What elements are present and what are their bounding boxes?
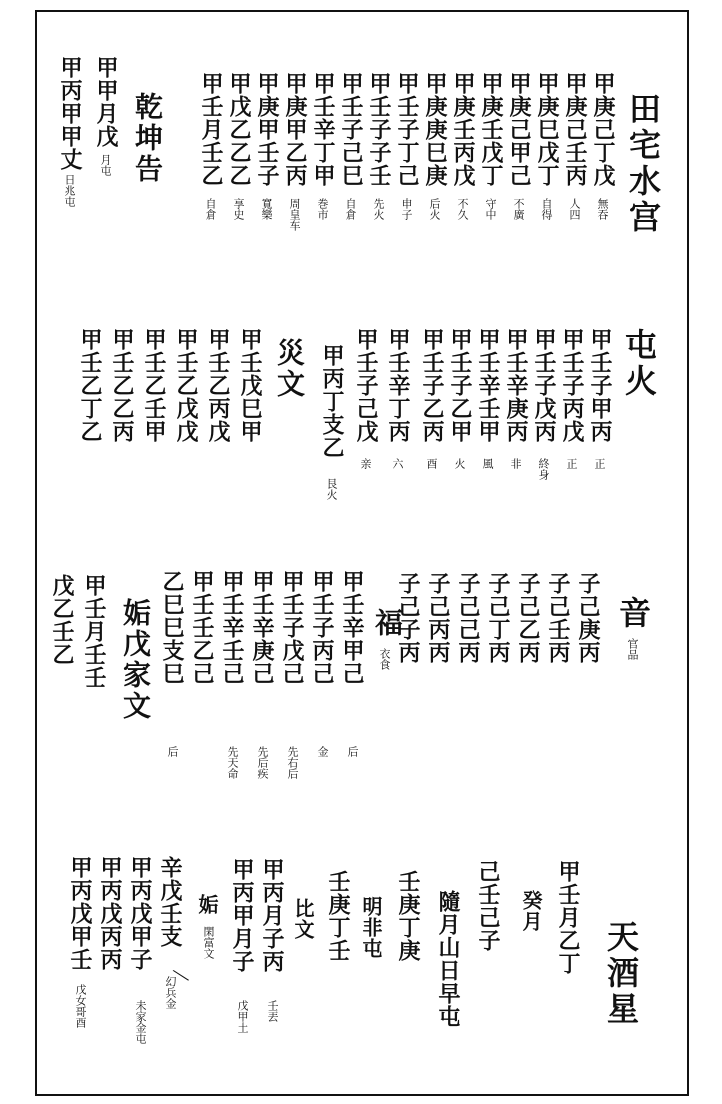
row-1: 子己庚丙 — [575, 572, 601, 664]
row-3: 己壬己子 — [475, 860, 501, 952]
row-5: 壬庚丁庚 — [395, 870, 421, 962]
row-5: 子己己丙 — [455, 572, 481, 664]
tail-row-2-note: 日兆屯 — [63, 174, 76, 207]
row-15: 甲壬月壬乙 — [198, 72, 224, 187]
row-15: 甲丙戊甲壬 — [67, 856, 93, 971]
sub-title: 姤戊家文 — [119, 598, 152, 722]
row-2-note: 正 — [565, 458, 578, 469]
col2-row-5-note: 先天命 — [226, 746, 239, 779]
tail-row-2: 甲壬乙丙戊 — [205, 328, 231, 443]
sub-title: 災文 — [273, 338, 306, 400]
row-5: 甲庚壬戊丁 — [478, 72, 504, 187]
tail-row-1: 甲壬戊巳甲 — [237, 328, 263, 443]
tail-row-5: 甲壬乙乙丙 — [109, 328, 135, 443]
col2-row-3-note: 先右后 — [286, 746, 299, 779]
row-4: 甲壬辛庚丙 — [503, 328, 529, 443]
fu-note: 衣食 — [378, 648, 391, 670]
fu-title: 福 — [371, 608, 404, 639]
section-title: 田宅水宫 — [624, 92, 662, 236]
row-9-note: 壬丟 — [266, 1000, 279, 1022]
row-6-note: 火 — [453, 458, 466, 469]
row-3: 甲庚巳戊丁 — [534, 72, 560, 187]
row-9: 甲丙月子丙 — [259, 858, 285, 973]
row-10: 甲丙甲月子 — [229, 858, 255, 973]
col2-row-4-note: 先后疾 — [256, 746, 269, 779]
col2-row-3: 甲壬子戊己 — [279, 570, 305, 685]
row-2: 甲庚己壬丙 — [562, 72, 588, 187]
row-5-note: 守中 — [484, 198, 497, 220]
section-yin — [37, 568, 687, 828]
row-12-note: 幻兵金 — [164, 976, 177, 1009]
page-frame — [35, 10, 689, 1096]
row-3-note: 終身 — [537, 458, 550, 480]
row-5-note: 風 — [481, 458, 494, 469]
col2-row-4: 甲壬辛庚己 — [249, 570, 275, 685]
row-6: 子己丙丙 — [425, 572, 451, 664]
row-13-note: 寬樂 — [260, 198, 273, 220]
row-6-note: 不久 — [456, 198, 469, 220]
section-tianjiu — [37, 850, 687, 1090]
row-3: 甲壬子戊丙 — [531, 328, 557, 443]
row-1: 甲壬月乙丁 — [555, 860, 581, 975]
row-9-note: 先火 — [372, 198, 385, 220]
row-8: 甲壬子丁己 — [394, 72, 420, 187]
row-2: 癸月 — [519, 890, 543, 932]
row-11-note: 巻市 — [316, 198, 329, 220]
tail-row-1: 甲甲月戊 — [93, 56, 119, 148]
row-7: 子己子丙 — [395, 572, 421, 664]
tail-row-3: 甲壬乙戊戊 — [173, 328, 199, 443]
col2-row-7: 乙巳巳支巳 — [159, 570, 185, 685]
tail-row-4: 甲壬乙壬甲 — [141, 328, 167, 443]
row-14: 甲戊乙乙乙 — [226, 72, 252, 187]
row-5: 甲壬辛壬甲 — [475, 328, 501, 443]
row-8-note: 六 — [391, 458, 404, 469]
row-3-note: 自得 — [540, 198, 553, 220]
row-1-note: 正 — [593, 458, 606, 469]
row-12-note: 周皇车 — [288, 198, 301, 231]
row-10: 甲壬子己巳 — [338, 72, 364, 187]
tail-row-1-note: 月屯 — [99, 154, 112, 176]
row-13: 甲庚甲壬子 — [254, 72, 280, 187]
section-title: 音 — [614, 596, 652, 632]
row-2-note: 人四 — [568, 198, 581, 220]
tail-row-2: 甲丙甲甲丈 — [57, 56, 83, 171]
section-tianzhai — [37, 32, 687, 312]
row-13: 甲丙戊甲子 — [127, 856, 153, 971]
row-1-note: 無吞 — [596, 198, 609, 220]
row-10-note: 艮火 — [325, 478, 338, 500]
row-10-note: 自倉 — [344, 198, 357, 220]
col2-row-5: 甲壬辛壬己 — [219, 570, 245, 685]
col2-row-2-note: 金 — [316, 746, 329, 757]
row-15-note: 戊女哥酉 — [74, 984, 87, 1028]
row-8: 比文 — [291, 898, 315, 940]
row-11: 姤 — [195, 894, 219, 915]
col2-row-7-note: 后 — [166, 746, 179, 757]
col2-row-1-note: 后 — [346, 746, 359, 757]
row-4: 隨月山日早屯 — [435, 890, 461, 1028]
col2-row-6: 甲壬壬乙己 — [189, 570, 215, 685]
row-11: 甲壬辛丁甲 — [310, 72, 336, 187]
row-12: 甲庚甲乙丙 — [282, 72, 308, 187]
tail-row-2: 戊乙壬乙 — [49, 574, 75, 666]
row-6: 明非屯 — [359, 896, 383, 959]
row-9: 甲壬子子壬 — [366, 72, 392, 187]
row-1: 甲庚己丁戊 — [590, 72, 616, 187]
row-9: 甲壬子己戊 — [353, 328, 379, 443]
row-4-note: 非 — [509, 458, 522, 469]
row-4: 甲庚己甲己 — [506, 72, 532, 187]
row-6: 甲庚壬丙戊 — [450, 72, 476, 187]
row-9-note: 亲 — [359, 458, 372, 469]
row-8-note: 申子 — [400, 198, 413, 220]
row-15-note: 自倉 — [204, 198, 217, 220]
section-title: 屯火 — [620, 328, 658, 400]
row-11-note: 閑富文 — [202, 926, 215, 959]
row-13-note: 未家金屯 — [134, 1000, 147, 1044]
section-tun — [37, 318, 687, 538]
row-4: 子己丁丙 — [485, 572, 511, 664]
row-1: 甲壬子甲丙 — [587, 328, 613, 443]
row-7-note: 酉 — [425, 458, 438, 469]
sub-title: 乾坤告 — [131, 92, 164, 185]
row-10-note: 戊甲土 — [236, 1000, 249, 1033]
connector-stroke: ╲ — [173, 966, 189, 986]
row-4-note: 不廣 — [512, 198, 525, 220]
col2-row-1: 甲壬辛甲己 — [339, 570, 365, 685]
title-note: 官品 — [626, 638, 639, 660]
tail-row-1: 甲壬月壬壬 — [81, 574, 107, 689]
row-10: 甲丙丁支乙 — [319, 344, 345, 459]
row-14: 甲丙戊丙丙 — [97, 856, 123, 971]
row-7: 甲庚庚巳庚 — [422, 72, 448, 187]
tail-row-6: 甲壬乙丁乙 — [77, 328, 103, 443]
row-3: 子己乙丙 — [515, 572, 541, 664]
section-title: 天酒星 — [602, 920, 640, 1028]
row-7: 甲壬子乙丙 — [419, 328, 445, 443]
row-7-note: 后火 — [428, 198, 441, 220]
row-6: 甲壬子乙甲 — [447, 328, 473, 443]
row-12: 辛戊壬支 — [157, 856, 183, 948]
row-8: 甲壬辛丁丙 — [385, 328, 411, 443]
row-14-note: 享史 — [232, 198, 245, 220]
row-2: 甲壬子丙戊 — [559, 328, 585, 443]
row-7: 壬庚丁壬 — [325, 870, 351, 962]
col2-row-2: 甲壬子丙己 — [309, 570, 335, 685]
row-2: 子己壬丙 — [545, 572, 571, 664]
